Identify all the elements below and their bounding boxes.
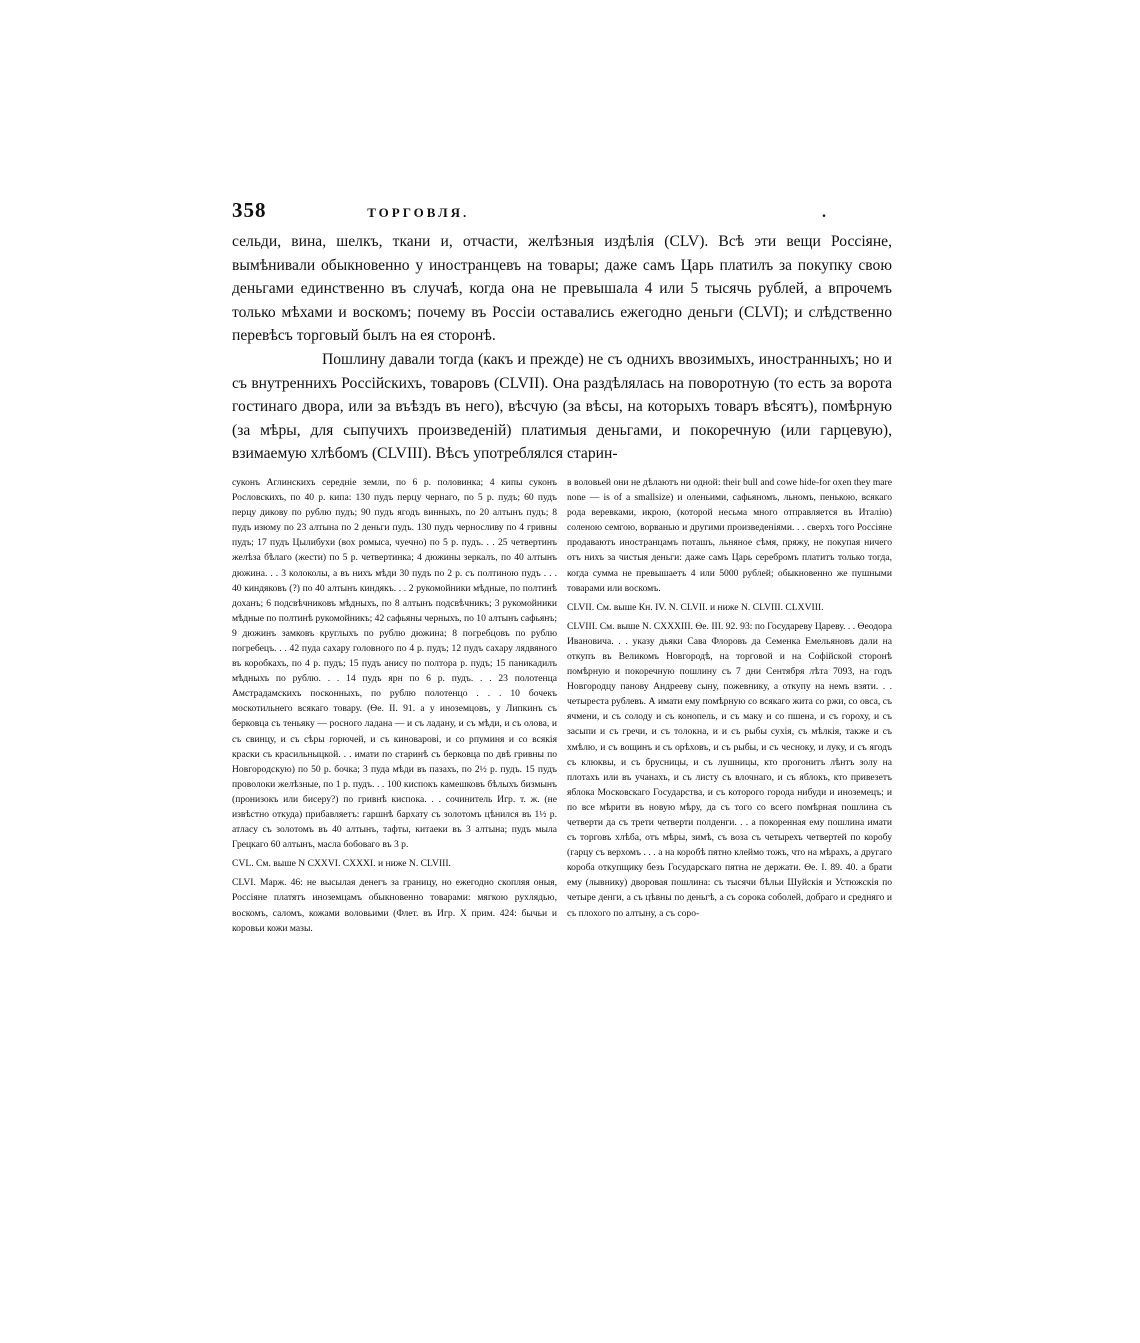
body-paragraph-1: сельди, вина, шелкъ, ткани и, отчасти, желѣзныя издѣлія (CLV). Всѣ эти вещи Россіяне, вымѣнивали обыкновенно у иностранцевъ на товары; даже самъ Царь платилъ за покупку свою деньгами единственно въ случаѣ, когда она не превышала 4 или 5 тысячь рублей, а впрочемъ только мѣхами и воскомъ; почему въ Россіи оставались ежегодно деньги (CLVI); и слѣдственно перевѣсъ торговый былъ на ея сторонѣ. <box>232 233 892 345</box>
footnote-clvi: CLVI. Марж. 46: не высылая денегъ за границу, но ежегодно скопляя оныя, Россіяне платятъ иноземцамъ обыкновенно товарами: мягкою рухлядью, воскомъ, саломъ, кожами воловьими (Флет. въ Игр. X прим. 424: бычьи и коровьи кожи мазы. <box>232 877 557 934</box>
body-paragraph-2: Пошлину давали тогда (какъ и прежде) не съ однихъ ввозимыхъ, иностранныхъ; но и съ внутреннихъ Россійскихъ, товаровъ (CLVII). Она раздѣлялась на поворотную (то есть за ворота гостинаго двора, или за въѣздъ въ него), вѣсчую (за вѣсы, на которыхъ товаръ вѣсятъ), помѣрную (за мѣры, для сыпучихъ произведеній) платимыя деньгами, и покоречную (или гарцевую), взимаемую хлѣбомъ (CLVIII). Вѣсъ употреблялся старин- <box>232 350 892 463</box>
footnote-cvl: CVL. См. выше N CXXVI. CXXXI. и ниже N. CLVIII. <box>232 858 451 870</box>
footnote-text: в воловьей они не дѣлаютъ ни одной: their bull and cowe hide-for oxen they mare none — is of a smallsize) и оленьими, сафьяномъ, льномъ, пенькою, всякаго рода веревками, икрою, (которой несьма много отправляется въ Италію) соленою семгою, ворванью и другими произведеніями. . . сверхъ того Россіяне продаваютъ иностранцамъ поташъ, льняное сѣмя, пряжу, не покупая ничего отъ нихъ за чистыя деньги: даже самъ Царь серебромъ платитъ только тогда, когда сумма не превышаетъ 4 или 5000 рублей; обыкновенно же пушными товарами или воскомъ. <box>567 476 892 594</box>
footnotes <box>232 475 892 936</box>
footnote-clviii: CLVIII. См. выше N. CXXXIII. Ѳе. III. 92. 93: по Государеву Цареву. . . Ѳеодора Ивановича. . . указу дьяки Сава Флоровъ да Семенка Емельяновъ дали на откупъ въ Великомъ Новгородѣ, на торговой и на Софійской сторонѣ помѣрную и покоречную пошлину съ 7 дни Сентября лѣта 7093, на годъ Новгородцу панову Андрееву сыну, пожевнику, а откупу на немъ взяти. . . четыреста рублевъ. А имати ему помѣрную со всякаго жита со ржи, со овса, съ ячмени, и съ солоду и съ конопель, и съ маку и со пшена, и съ гороху, и съ засыпи и съ гречи, и съ толокна, и и съ рыбы сухія, съ мѣлкія, также и съ хмѣлю, и съ вощинъ и съ орѣховъ, и съ рыбы, и съ чесноку, и луку, и съ ягодъ съ клюквы, и съ брусницы, и съ лушницы, кто прогонитъ лѣнтъ золу на плотахъ или въ учанахъ, и съ листу съ влочнаго, и съ яблокъ, кто привезетъ яблока Московскаго Государства, и съ которого города нибуди и иноземецъ; и по все мѣрити въ новую мѣру, да съ того со всего помѣрная пошлина съ четверти да съ трети четверти полденги. . . а покоренная ему пошлина имати съ торговъ хлѣба, отъ мѣры, зимѣ, съ воза съ четырехъ четвертей по коробу (гарцу съ верхомъ . . . а на коробѣ пятно клеймо тожъ, что на мѣрахъ, а другаго короба откупщику безъ Государскаго пятна не держати. Ѳе. I. 89. 40. а брати ему (лывнику) дворовая пошлина: съ тысячи бѣльи Шуйскія и Устюжскія по четыре денги, а съ цѣвны по деньгѣ, а съ сорока соболей, добраго и средняго и съ плохого по алтыну, а съ соро- <box>567 620 892 919</box>
running-title: ТОРГОВЛЯ. <box>367 205 470 220</box>
footnote-separator <box>232 466 892 467</box>
footnote-column-right <box>567 475 892 936</box>
book-page <box>232 198 892 936</box>
page-number: 358 <box>232 198 267 222</box>
page-header <box>232 198 892 230</box>
footnote-clvii: CLVII. См. выше Кн. IV. N. CLVII. и ниже N. CLVIII. CLXVIII. <box>567 601 824 613</box>
header-mark: . <box>822 204 826 221</box>
footnote-text: суконъ Аглинскихъ середніе земли, по 6 р. половинка; 4 кипы суконъ Рословскихъ, по 40 р. кипа: 130 пудъ перцу чернаго, по 5 р. пудъ; 60 пудъ перцу дикову по рублю пудъ; 90 пудъ ягодъ винныхъ, по 20 алтынъ пудъ; 8 пудъ изюму по 23 алтына по 2 деньги пудъ. 130 пудъ черносливу по 4 гривны пудъ; 17 пудъ Цылибухи (вох ромыса, чуечно) по 5 р. пудъ. . . 25 четвертинъ желѣза бѣлаго (жести) по 5 р. четвертинка; 4 дюжины зеркалъ, по 40 алтынъ дюжина. . . 3 колоколы, а въ нихъ мѣди 30 пудъ по 2 р. съ полтиною пудъ . . . 40 киндяковъ (?) по 40 алтынъ киндякъ. . . 2 рукомойники мѣдные, по полтинѣ доханъ; 6 подсвѣчниковъ мѣдныхъ, по 8 алтынъ подсвѣчникъ; 3 рукомойники мѣдные по полтинѣ рукомойникъ; 42 сафьяны черныхъ, по 10 алтынъ сафьянъ; 9 дюжинъ замковъ круглыхъ по рублю дюжина; 8 погребцовъ по рублю погребецъ. . . 42 пуда сахару головного по 4 р. пудъ; 12 пудъ сахару лядвяного въ коробкахъ, по 4 р. пудъ; 15 пудъ анису по полтора р. пудъ; 15 паникадилъ мѣдныхъ по рублю. . . 14 пудъ ярн по 6 р. пудъ. . . 23 полотенца Амстрадамскихъ посконныхъ, по рублю полотенцо . . . 10 бочекъ москотильнего всякаго товару. (Ѳе. II. 91. а у иноземцовъ, у Липкинъ съ берковца съ теньяку — росного ладана — и съ ладану, и съ мѣди, и съ олова, и съ свинцу, и съ сѣры горючей, и съ киноварові, и со рпуминя и со всякія краски съ красильныцкой. . . имати по старинѣ съ берковца по двѣ гривны по Новгородскую) по 50 р. бочка; 3 пуда мѣди въ пазахъ, по 2½ р. пудъ. 15 пудъ проволоки желѣзные, по 1 р. пудъ. . . 100 киспокъ камешковъ бѣлыхъ бизмынъ (пронизокъ или бисеру?) по гривнѣ киспока. . . сочинитель Игр. т. ж. (не извѣстно откуда) прибавляетъ: гаршнѣ бархату съ золотомъ цѣнился въ 1½ р. атласу съ золотомъ въ 40 алтынъ, тафты, китаеки въ 3 алтына; пудъ мыла Грецкаго 60 алтынъ, масла бобоваго въ 3 р. <box>232 476 557 851</box>
footnote-column-left <box>232 475 557 936</box>
